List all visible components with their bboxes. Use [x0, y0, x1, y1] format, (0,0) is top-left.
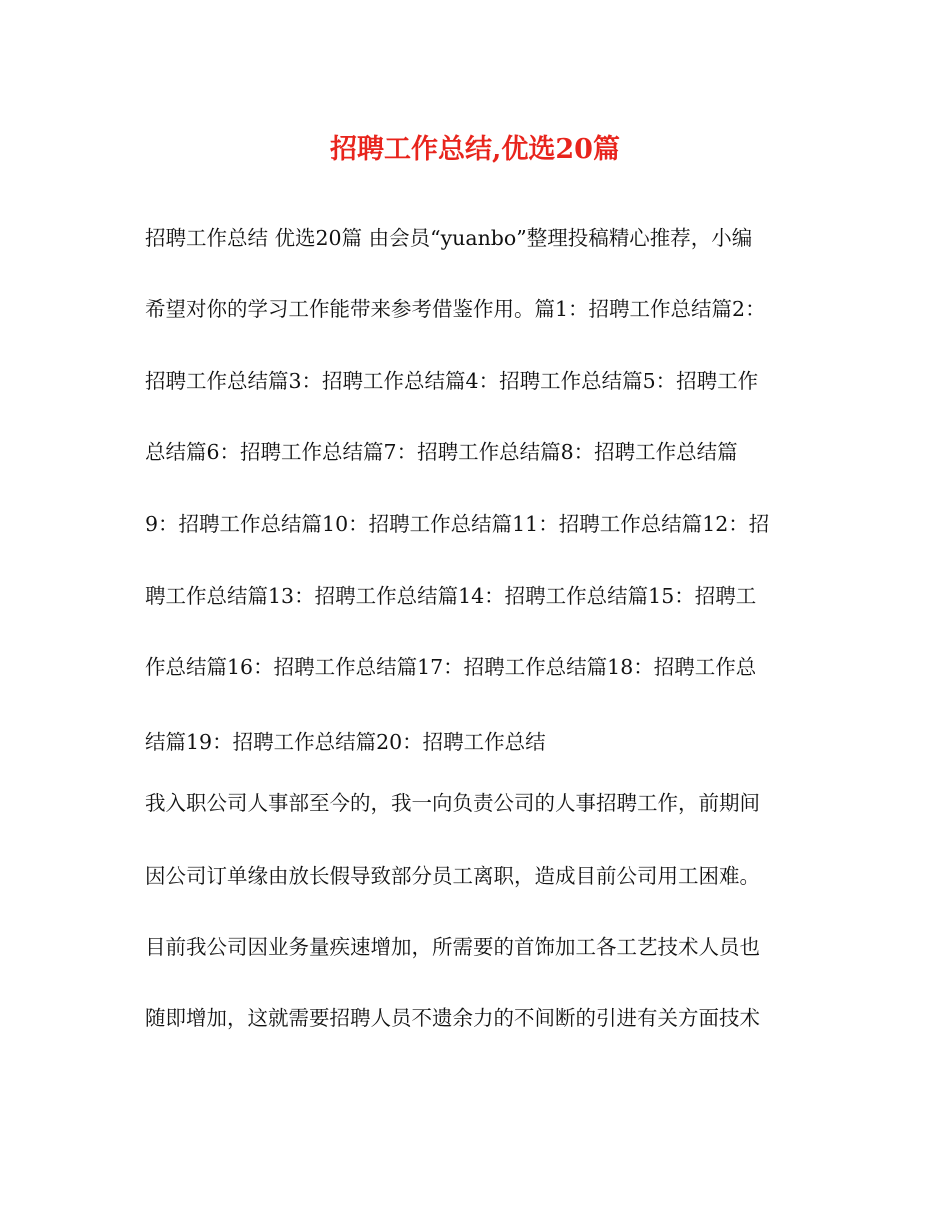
- intro-line-7: 作总结篇16：招聘工作总结篇17：招聘工作总结篇18：招聘工作总: [145, 655, 757, 679]
- intro-line-1: 招聘工作总结 优选20篇 由会员“yuanbo”整理投稿精心推荐，小编: [145, 226, 753, 250]
- body-line-4: 随即增加，这就需要招聘人员不遗余力的不间断的引进有关方面技术: [145, 1006, 760, 1030]
- document-title: 招聘工作总结,优选20篇: [330, 134, 620, 165]
- intro-line-3: 招聘工作总结篇3：招聘工作总结篇4：招聘工作总结篇5：招聘工作: [145, 369, 759, 393]
- intro-line-8: 结篇19：招聘工作总结篇20：招聘工作总结: [145, 730, 546, 754]
- intro-line-2: 希望对你的学习工作能带来参考借鉴作用。篇1：招聘工作总结篇2：: [145, 297, 766, 321]
- intro-line-4: 总结篇6：招聘工作总结篇7：招聘工作总结篇8：招聘工作总结篇: [145, 440, 738, 464]
- body-line-2: 因公司订单缘由放长假导致部分员工离职，造成目前公司用工困难。: [145, 864, 760, 888]
- intro-line-5: 9：招聘工作总结篇10：招聘工作总结篇11：招聘工作总结篇12：招: [145, 512, 770, 536]
- body-line-1: 我入职公司人事部至今的，我一向负责公司的人事招聘工作，前期间: [145, 791, 760, 815]
- intro-line-6: 聘工作总结篇13：招聘工作总结篇14：招聘工作总结篇15：招聘工: [145, 584, 757, 608]
- body-line-3: 目前我公司因业务量疾速增加，所需要的首饰加工各工艺技术人员也: [145, 935, 760, 959]
